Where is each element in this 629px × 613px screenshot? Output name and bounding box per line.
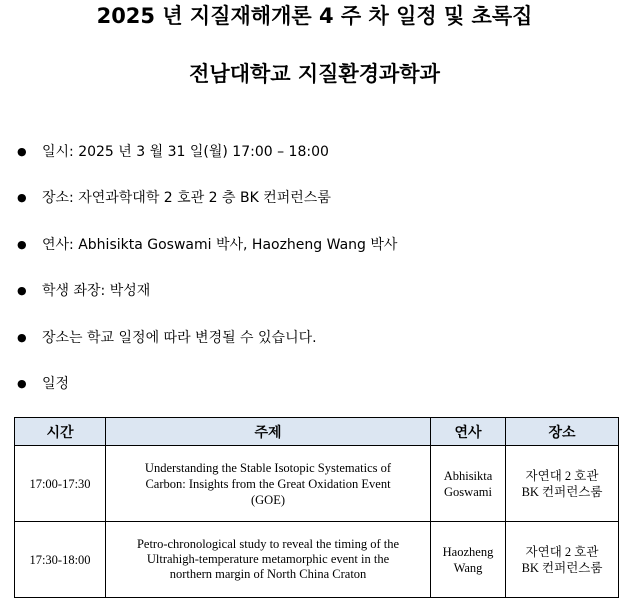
place-line: 자연대 2 호관: [525, 468, 599, 483]
bullet-marker-icon: ●: [17, 145, 27, 158]
place-cell: [506, 446, 619, 522]
bullet-marker-icon: ●: [17, 284, 27, 297]
column-header-speaker: 연사: [431, 418, 506, 446]
speaker-cell: [431, 446, 506, 522]
place-line: BK 컨퍼런스룸: [521, 484, 603, 499]
speaker-line: Abhisikta: [443, 468, 493, 483]
bullet-marker-icon: ●: [17, 377, 27, 390]
column-header-place: 장소: [506, 418, 619, 446]
topic-line: Understanding the Stable Isotopic Systematics of: [144, 460, 392, 475]
department-subtitle: 전남대학교 지질환경과학과: [189, 62, 440, 86]
time-cell: 17:00-17:30: [15, 446, 106, 522]
speaker-line: Haozheng: [442, 544, 494, 559]
topic-line: (GOE): [250, 492, 285, 507]
column-header-topic: 주제: [106, 418, 431, 446]
bullet-item-schedule: [0, 373, 629, 395]
place-line: BK 컨퍼런스룸: [521, 560, 603, 575]
bullet-item-datetime: [0, 141, 629, 163]
topic-cell: [106, 522, 431, 598]
topic-line: Petro-chronological study to reveal the timing of the: [136, 537, 400, 551]
bullet-text-datetime: 일시: 2025 년 3 월 31 일(월) 17:00 – 18:00: [42, 144, 329, 160]
bullet-item-location: [0, 187, 629, 209]
place-cell: [506, 522, 619, 598]
topic-line: Ultrahigh-temperature metamorphic event in the: [146, 552, 390, 566]
topic-line: northern margin of North China Craton: [169, 567, 367, 581]
topic-cell: [106, 446, 431, 522]
speaker-cell: [431, 522, 506, 598]
document-title: 2025 년 지질재해개론 4 주 차 일정 및 초록집: [96, 4, 533, 28]
topic-line: Carbon: Insights from the Great Oxidation Event: [145, 476, 391, 491]
bullet-item-speakers: [0, 234, 629, 256]
bullet-text-schedule: 일정: [42, 376, 70, 392]
bullet-text-notice: 장소는 학교 일정에 따라 변경될 수 있습니다.: [42, 330, 317, 346]
bullet-text-speakers: 연사: Abhisikta Goswami 박사, Haozheng Wang 박사: [42, 237, 398, 253]
table-row: [15, 522, 619, 598]
bullet-item-notice: [0, 327, 629, 349]
place-line: 자연대 2 호관: [525, 544, 599, 559]
column-header-time: 시간: [15, 418, 106, 446]
bullet-marker-icon: ●: [17, 331, 27, 344]
time-cell: 17:30-18:00: [15, 522, 106, 598]
bullet-text-location: 장소: 자연과학대학 2 호관 2 층 BK 컨퍼런스룸: [42, 190, 331, 206]
bullet-marker-icon: ●: [17, 191, 27, 204]
bullet-marker-icon: ●: [17, 238, 27, 251]
table-header-row: [15, 418, 619, 446]
speaker-line: Goswami: [444, 484, 492, 499]
speaker-line: Wang: [453, 560, 483, 575]
bullet-text-chair: 학생 좌장: 박성재: [42, 283, 151, 299]
table-row: [15, 446, 619, 522]
bullet-item-chair: [0, 280, 629, 302]
schedule-table: [14, 417, 619, 598]
